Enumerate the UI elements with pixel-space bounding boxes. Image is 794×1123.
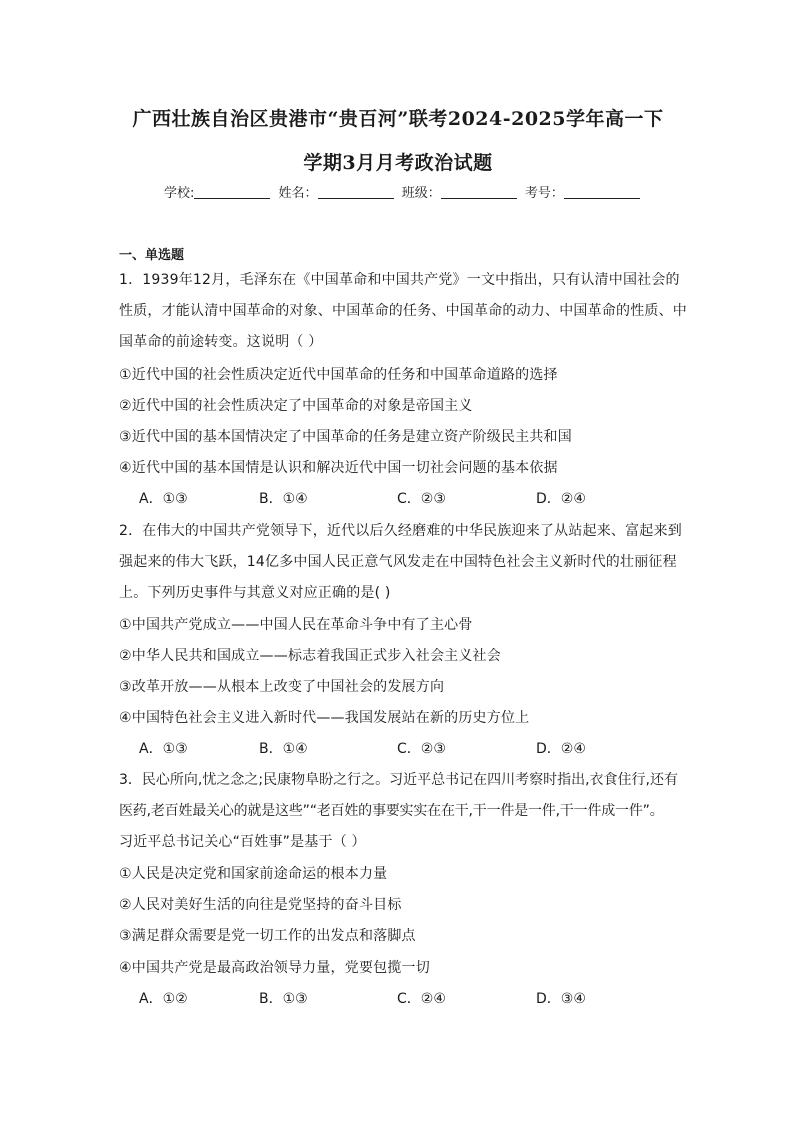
question-1-statement: ④近代中国的基本国情是认识和解决近代中国一切社会问题的基本依据 xyxy=(119,460,558,476)
question-2-statement: ②中华人民共和国成立——标志着我国正式步入社会主义社会 xyxy=(119,648,501,664)
class-label: 班级： xyxy=(401,186,441,201)
question-2-stem-line: 强起来的伟大飞跃，14亿多中国人民正意气风发走在中国特色社会主义新时代的壮丽征程 xyxy=(119,554,677,570)
option-c[interactable]: C．②③ xyxy=(397,491,446,507)
question-3-stem-line: 医药,老百姓最关心的就是这些”“老百姓的事要实实在在干,干一件是一件,干一件成一件”。 xyxy=(119,803,664,819)
option-d[interactable]: D．②④ xyxy=(536,491,586,507)
option-c[interactable]: C．②④ xyxy=(397,991,446,1007)
exam-title-line-1: 广西壮族自治区贵港市“贵百河”联考2024-2025学年高一下 xyxy=(132,108,664,130)
name-blank xyxy=(318,186,394,199)
question-3-statement: ②人民对美好生活的向往是党坚持的奋斗目标 xyxy=(119,897,402,913)
option-b[interactable]: B．①③ xyxy=(259,991,308,1007)
school-blank xyxy=(194,186,270,199)
exam-title-line-2: 学期3月月考政治试题 xyxy=(303,152,493,174)
question-1-stem-line: 性质，才能认清中国革命的对象、中国革命的任务、中国革命的动力、中国革命的性质、中 xyxy=(119,303,687,319)
school-label: 学校: xyxy=(164,186,195,201)
question-1-statement: ③近代中国的基本国情决定了中国革命的任务是建立资产阶级民主共和国 xyxy=(119,429,572,445)
exam-number-label: 考号： xyxy=(524,186,564,201)
name-label: 姓名： xyxy=(278,186,318,201)
option-d[interactable]: D．②④ xyxy=(536,741,586,757)
question-3-statement: ③满足群众需要是党一切工作的出发点和落脚点 xyxy=(119,928,416,944)
question-3-stem-line: 习近平总书记关心“百姓事”是基于（ ） xyxy=(119,834,366,850)
question-3-statement: ④中国共产党是最高政治领导力量，党要包揽一切 xyxy=(119,960,430,976)
question-3-statement: ①人民是决定党和国家前途命运的根本力量 xyxy=(119,866,388,882)
question-2-stem-line: 2．在伟大的中国共产党领导下，近代以后久经磨难的中华民族迎来了从站起来、富起来到 xyxy=(119,523,682,539)
option-a[interactable]: A．①③ xyxy=(139,491,188,507)
question-1-stem-line: 国革命的前途转变。这说明（ ） xyxy=(119,334,323,350)
question-2-statement: ④中国特色社会主义进入新时代——我国发展站在新的历史方位上 xyxy=(119,710,530,726)
option-c[interactable]: C．②③ xyxy=(397,741,446,757)
option-a[interactable]: A．①③ xyxy=(139,741,188,757)
question-2-statement: ①中国共产党成立——中国人民在革命斗争中有了主心骨 xyxy=(119,617,473,633)
option-d[interactable]: D．③④ xyxy=(536,991,586,1007)
class-blank xyxy=(441,186,517,199)
question-2-stem-line: 上。下列历史事件与其意义对应正确的是( ) xyxy=(119,585,391,601)
section-title: 一、单选题 xyxy=(119,248,185,263)
option-b[interactable]: B．①④ xyxy=(259,491,308,507)
question-2-statement: ③改革开放——从根本上改变了中国社会的发展方向 xyxy=(119,679,445,695)
option-b[interactable]: B．①④ xyxy=(259,741,308,757)
option-a[interactable]: A．①② xyxy=(139,991,188,1007)
question-3-stem-line: 3．民心所向,忧之念之;民康物阜盼之行之。习近平总书记在四川考察时指出,衣食住行,还有 xyxy=(119,772,678,788)
exam-number-blank xyxy=(564,186,640,199)
question-1-statement: ②近代中国的社会性质决定了中国革命的对象是帝国主义 xyxy=(119,398,473,414)
question-1-stem-line: 1．1939年12月，毛泽东在《中国革命和中国共产党》一文中指出，只有认清中国社会的 xyxy=(119,272,680,288)
question-1-statement: ①近代中国的社会性质决定近代中国革命的任务和中国革命道路的选择 xyxy=(119,367,558,383)
student-info-line xyxy=(164,182,644,201)
